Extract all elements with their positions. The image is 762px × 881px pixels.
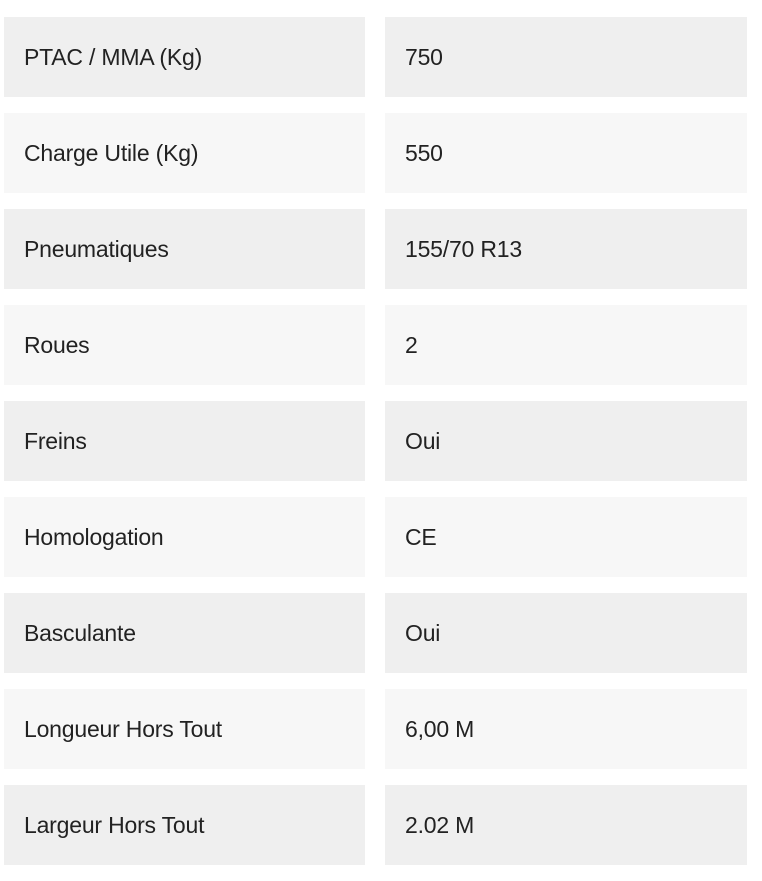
spec-value: Oui bbox=[385, 401, 747, 481]
spec-label: Homologation bbox=[4, 497, 365, 577]
spec-row bbox=[4, 17, 747, 97]
spec-label: Freins bbox=[4, 401, 365, 481]
spec-value: 155/70 R13 bbox=[385, 209, 747, 289]
spec-label: Longueur Hors Tout bbox=[4, 689, 365, 769]
spec-row bbox=[4, 785, 747, 865]
spec-value: 750 bbox=[385, 17, 747, 97]
spec-value: 6,00 M bbox=[385, 689, 747, 769]
spec-row bbox=[4, 401, 747, 481]
spec-row bbox=[4, 593, 747, 673]
spec-value: 2 bbox=[385, 305, 747, 385]
spec-label: Charge Utile (Kg) bbox=[4, 113, 365, 193]
spec-row bbox=[4, 113, 747, 193]
spec-value: CE bbox=[385, 497, 747, 577]
spec-value: 2.02 M bbox=[385, 785, 747, 865]
spec-row bbox=[4, 305, 747, 385]
spec-label: Pneumatiques bbox=[4, 209, 365, 289]
spec-row bbox=[4, 209, 747, 289]
spec-label: Roues bbox=[4, 305, 365, 385]
spec-row bbox=[4, 689, 747, 769]
spec-label: Largeur Hors Tout bbox=[4, 785, 365, 865]
spec-label: Basculante bbox=[4, 593, 365, 673]
spec-row bbox=[4, 497, 747, 577]
spec-label: PTAC / MMA (Kg) bbox=[4, 17, 365, 97]
spec-table bbox=[4, 17, 747, 881]
spec-value: 550 bbox=[385, 113, 747, 193]
spec-value: Oui bbox=[385, 593, 747, 673]
